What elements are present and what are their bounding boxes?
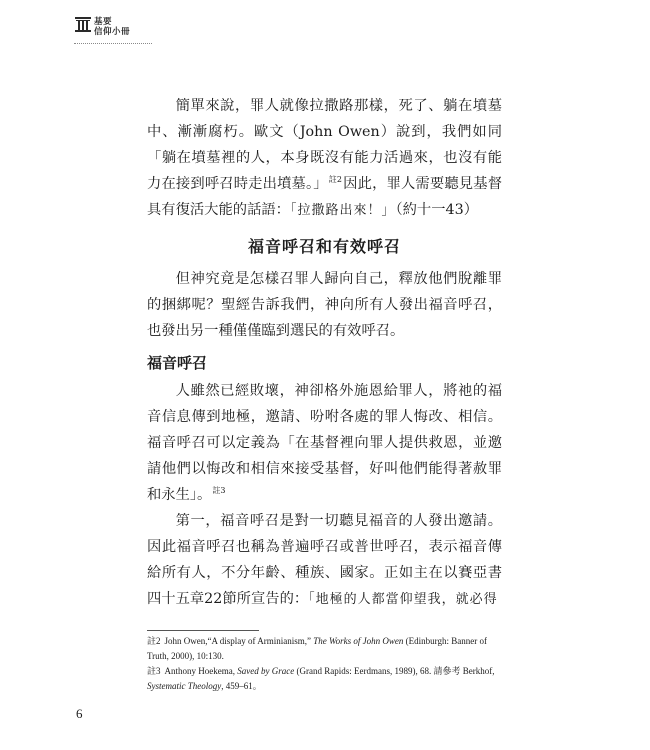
paragraph-1-text-b: 因此，罪人需要聽見基督具有復活大能的話語： — [147, 176, 502, 218]
lazarus-quote: 「拉撒路出來！」 — [289, 203, 396, 218]
series-brand — [94, 17, 130, 37]
footnote-title: Systematic Theology — [147, 681, 222, 691]
scripture-ref: （約十一43） — [395, 202, 479, 218]
footnote-2 — [147, 634, 502, 664]
footnote-title: Saved by Grace — [237, 666, 295, 676]
isaiah-quote: 「地極的人都當仰望我，就必得 — [308, 592, 498, 607]
footnote-text: , 459–61。 — [221, 681, 262, 691]
footnote-ref-3: 註3 — [212, 486, 226, 495]
paragraph-3-text: 人雖然已經敗壞，神卻格外施恩給罪人，將祂的福音信息傳到地極，邀請、吩咐各處的罪人悔改、相信。福音呼召可以定義為「在基督裡向罪人提供救恩，並邀請他們以悔改和相信來接受基督，好叫他們能得著赦罪和永生」。 — [147, 383, 502, 503]
main-text — [147, 93, 502, 613]
paragraph-1-text: 簡單來說，罪人就像拉撒路那樣，死了、躺在墳墓中、漸漸腐朽。歐文（John Owen）說到，我們如同「躺在墳墓裡的人，本身既沒有能力活過來，也沒有能力在接到呼召時走出墳墓。」 — [147, 98, 502, 192]
footnote-divider — [147, 630, 259, 631]
footnote-3 — [147, 664, 502, 694]
page-number: 6 — [76, 706, 83, 721]
pillar-building-icon — [74, 16, 92, 34]
footnotes — [147, 634, 502, 694]
footnote-text: Anthony Hoekema, — [164, 666, 238, 676]
footnote-text: (Grand Rapids: Eerdmans, 1989), 68. 請參考 Berkhof, — [294, 666, 495, 676]
header-divider — [74, 43, 152, 44]
paragraph-1 — [147, 93, 502, 224]
section-heading: 福音呼召和有效呼召 — [247, 237, 401, 256]
brand-line-2: 信仰小冊 — [94, 27, 131, 37]
footnote-title: The Works of John Owen — [313, 636, 404, 646]
paragraph-4-text: 第一，福音呼召是對一切聽見福音的人發出邀請。因此福音呼召也稱為普遍呼召或普世呼召，表示福音傳給所有人，不分年齡、種族、國家。正如主在以賽亞書四十五章22節所宣告的： — [147, 513, 502, 607]
brand-line-1: 基要 — [94, 17, 113, 27]
running-header — [74, 16, 154, 46]
footnote-tag: 註2 — [147, 636, 161, 646]
paragraph-3 — [147, 378, 502, 508]
footnote-text: (Edinburgh: Banner of Truth, 2000), 10:130. — [147, 636, 487, 661]
footnote-tag: 註3 — [147, 666, 161, 676]
footnote-text: John Owen,“A display of Arminianism,” — [164, 636, 314, 646]
subsection-heading: 福音呼召 — [147, 354, 208, 372]
paragraph-2: 但神究竟是怎樣召罪人歸向自己，釋放他們脫離罪的捆綁呢？聖經告訴我們，神向所有人發出福音呼召，也發出另一種僅僅臨到選民的有效呼召。 — [147, 271, 502, 339]
paragraph-4 — [147, 508, 502, 613]
footnote-ref-2: 註2 — [328, 175, 342, 184]
